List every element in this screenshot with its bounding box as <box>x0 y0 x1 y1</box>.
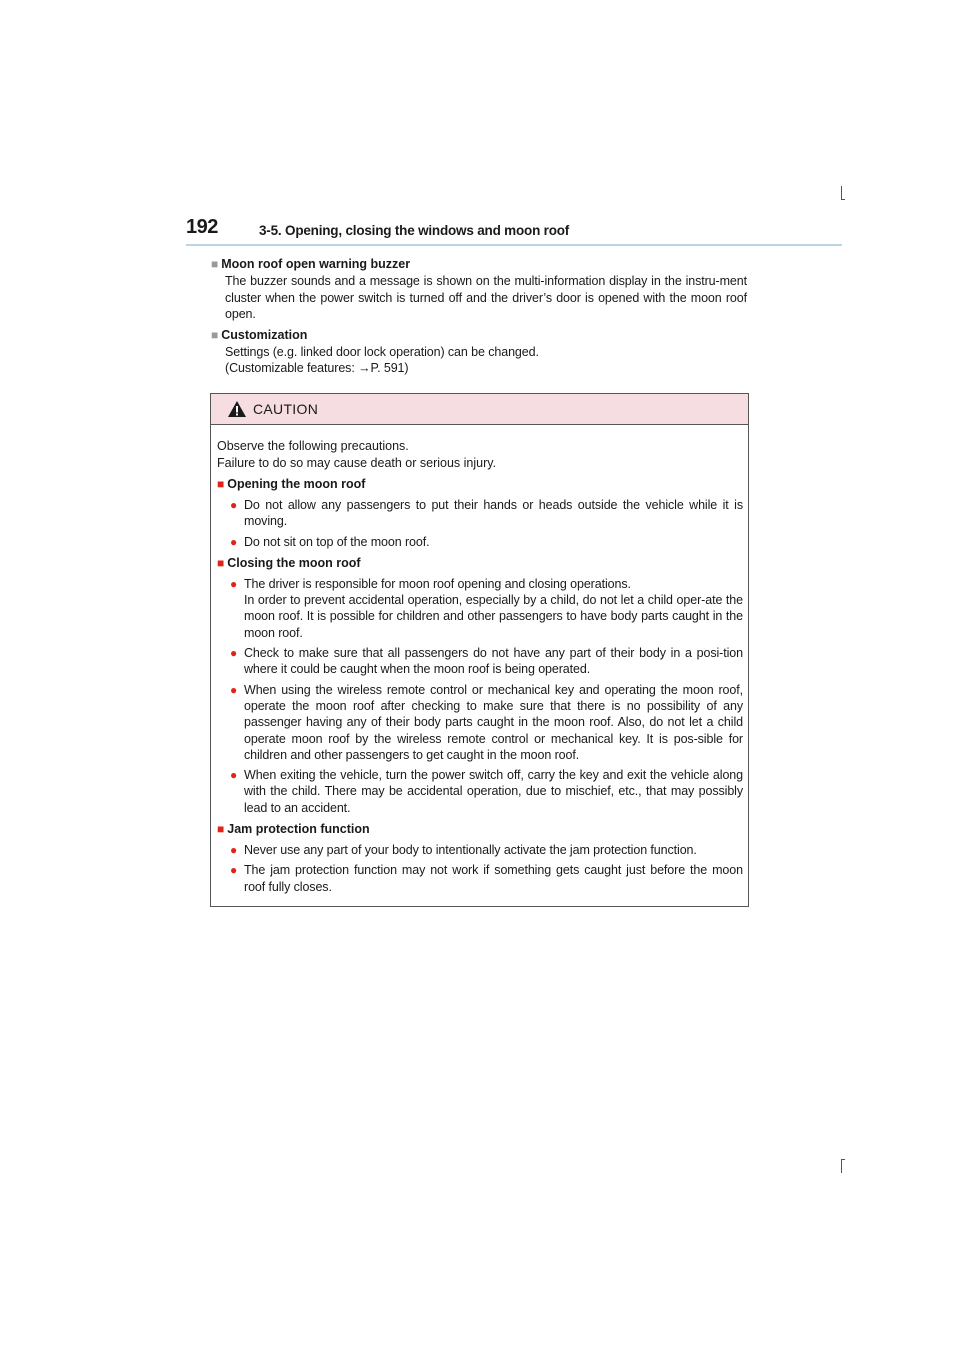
caution-intro: Observe the following precautions. Failure to do so may cause death or serious injury. <box>217 439 497 470</box>
caution-heading-closing: ■ Closing the moon roof <box>217 555 361 570</box>
warning-triangle-icon <box>227 400 247 418</box>
caution-item: ● When exiting the vehicle, turn the power switch off, carry the key and exit the vehicle along with the child. There may be accidental operation, due to mischief, etc., that may possibly lead to an accident. <box>230 768 743 815</box>
page-number: 192 <box>186 216 218 238</box>
caution-item: ● Never use any part of your body to intentionally activate the jam protection function. <box>230 843 697 858</box>
caution-item: ● Check to make sure that all passengers do not have any part of their body in a posi-tion where it could be caught when the moon roof is being operated. <box>230 646 743 677</box>
circle-bullet-icon: ● <box>230 498 238 512</box>
circle-bullet-icon: ● <box>230 576 238 591</box>
crop-mark-top-tick <box>841 199 845 200</box>
note-body-customization: Settings (e.g. linked door lock operation) can be changed. (Customizable features: →P. 591) <box>225 344 539 375</box>
circle-bullet-icon: ● <box>230 843 238 858</box>
circle-bullet-icon: ● <box>230 768 238 783</box>
circle-bullet-icon: ● <box>230 646 238 661</box>
crop-mark-bottom-tick <box>841 1159 845 1160</box>
caution-box <box>210 393 749 907</box>
caution-item: ● The jam protection function may not work if something gets caught just before the moon roof fully closes. <box>230 863 743 894</box>
header-rule <box>186 244 842 246</box>
caution-item: ● Do not allow any passengers to put their hands or heads outside the vehicle while it is moving. <box>230 498 743 529</box>
caution-header <box>211 394 748 425</box>
notes-section <box>211 255 747 377</box>
caution-heading-opening: ■ Opening the moon roof <box>217 477 366 491</box>
square-bullet-icon: ■ <box>217 555 225 570</box>
caution-item: ● The driver is responsible for moon roof opening and closing operations. In order to prevent accidental operation, especially by a child, do not let a child oper-ate the moon roof. It is possible for children and other passengers to have body parts caught in the moon roof. <box>230 576 743 640</box>
crop-mark-top <box>841 186 842 200</box>
crop-mark-bottom <box>841 1159 842 1173</box>
square-bullet-icon: ■ <box>217 822 225 837</box>
note-heading-customization: ■ Customization <box>211 327 308 342</box>
note-heading-warning-buzzer: ■ Moon roof open warning buzzer <box>211 257 411 271</box>
caution-body <box>211 425 748 895</box>
circle-bullet-icon: ● <box>230 682 238 697</box>
square-bullet-icon: ■ <box>211 257 219 271</box>
square-bullet-icon: ■ <box>217 477 225 491</box>
caution-title: CAUTION <box>253 401 319 417</box>
circle-bullet-icon: ● <box>230 534 238 549</box>
circle-bullet-icon: ● <box>230 863 238 878</box>
caution-item: ● Do not sit on top of the moon roof. <box>230 534 430 549</box>
section-title: 3-5. Opening, closing the windows and moon roof <box>259 223 570 238</box>
note-body-warning-buzzer: The buzzer sounds and a message is shown on the multi-information display in the instru-ment cluster when the power switch is turned off and the driver’s door is opened with the moon roof open. <box>225 274 747 321</box>
square-bullet-icon: ■ <box>211 327 219 342</box>
caution-item: ● When using the wireless remote control or mechanical key and operating the moon roof, operate the moon roof after checking to make sure that there is no possibility of any passenger having any of their body parts caught in the moon roof. Also, do not let a child operate moon roof by the wireless remote control or mechanical key. It is pos-sible for children and other passengers to get caught in the moon roof. <box>230 682 743 762</box>
caution-heading-jam-protection: ■ Jam protection function <box>217 822 370 837</box>
